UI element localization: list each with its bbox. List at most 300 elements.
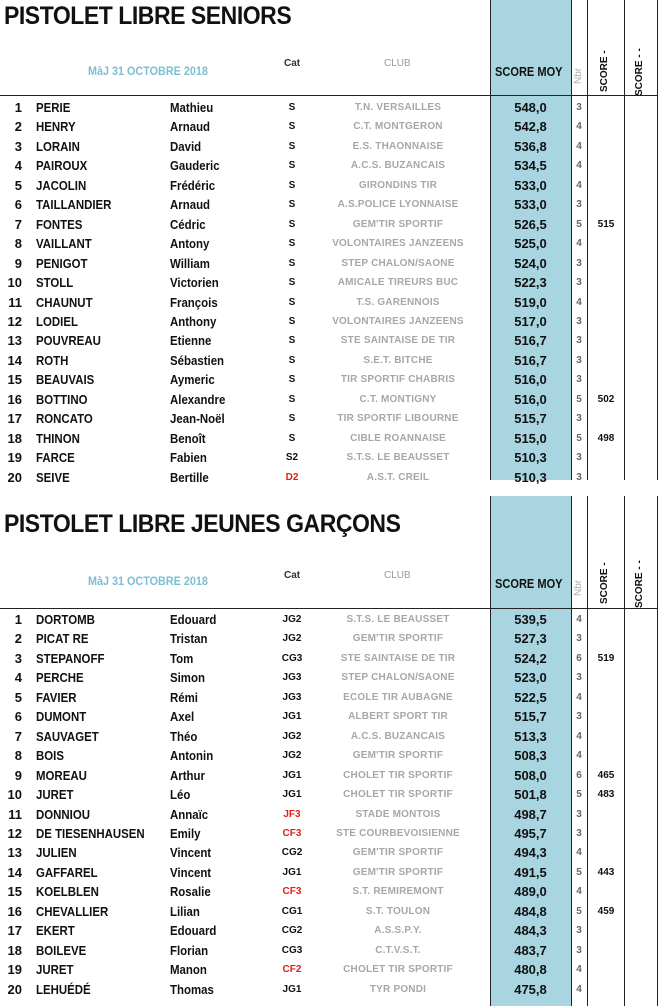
first-name-cell: Tristan bbox=[170, 631, 208, 647]
count-cell: 4 bbox=[576, 614, 582, 625]
rank-cell: 16 bbox=[7, 391, 22, 407]
average-score-cell: 489,0 bbox=[514, 884, 547, 900]
club-cell: GIRONDINS TIR bbox=[358, 179, 438, 191]
table-row bbox=[0, 254, 660, 273]
category-cell: S bbox=[288, 315, 296, 327]
club-cell: C.T.V.S.T. bbox=[375, 944, 421, 956]
count-cell: 5 bbox=[576, 432, 582, 444]
rank-cell: 7 bbox=[14, 728, 22, 744]
club-cell: S.T.S. LE BEAUSSET bbox=[346, 614, 450, 625]
club-cell: TIR SPORTIF LIBOURNE bbox=[337, 413, 459, 425]
count-cell: 3 bbox=[576, 257, 582, 269]
club-cell: S.T. TOULON bbox=[365, 905, 431, 917]
club-cell: S.T.S. LE BEAUSSET bbox=[346, 452, 450, 464]
first-name-cell: Fabien bbox=[170, 450, 207, 466]
average-score-cell: 515,7 bbox=[514, 709, 547, 725]
header-divider bbox=[0, 608, 658, 609]
table-row bbox=[0, 960, 660, 979]
rank-cell: 20 bbox=[7, 469, 22, 485]
last-name-cell: BOILEVE bbox=[36, 942, 87, 958]
category-cell: S2 bbox=[285, 452, 299, 464]
club-cell: C.T. MONTGERON bbox=[353, 121, 443, 133]
header-score-1: SCORE - bbox=[599, 50, 610, 92]
average-score-cell: 475,8 bbox=[514, 981, 547, 997]
last-name-cell: PICAT RE bbox=[36, 631, 89, 647]
first-name-cell: Théo bbox=[170, 728, 198, 744]
club-cell: GEM'TIR SPORTIF bbox=[352, 750, 444, 762]
first-name-cell: Alexandre bbox=[170, 391, 226, 407]
average-score-cell: 515,0 bbox=[514, 430, 547, 446]
rank-cell: 14 bbox=[7, 352, 22, 368]
category-cell: S bbox=[288, 179, 296, 191]
average-score-cell: 508,3 bbox=[514, 748, 547, 764]
first-name-cell: Victorien bbox=[170, 275, 219, 291]
average-score-cell: 527,3 bbox=[514, 631, 547, 647]
category-cell: CG2 bbox=[281, 925, 303, 937]
count-cell: 4 bbox=[576, 886, 582, 898]
average-score-cell: 542,8 bbox=[514, 119, 547, 135]
last-name-cell: FAVIER bbox=[36, 689, 77, 705]
average-score-cell: 495,7 bbox=[514, 825, 547, 841]
category-cell: CG3 bbox=[281, 652, 303, 664]
count-cell: 3 bbox=[576, 925, 582, 937]
header-club: CLUB bbox=[384, 570, 411, 581]
header-divider bbox=[0, 95, 658, 96]
club-cell: C.T. MONTIGNY bbox=[359, 393, 437, 405]
average-score-cell: 522,3 bbox=[514, 275, 547, 291]
jeunes-section bbox=[0, 496, 660, 1006]
first-name-cell: Lilian bbox=[170, 903, 200, 919]
count-cell: 4 bbox=[576, 964, 582, 976]
last-name-cell: HENRY bbox=[36, 119, 76, 135]
category-cell: JG3 bbox=[282, 691, 302, 703]
update-date: MàJ 31 OCTOBRE 2018 bbox=[88, 574, 208, 588]
last-name-cell: SEIVE bbox=[36, 469, 70, 485]
table-row bbox=[0, 448, 660, 467]
club-cell: GEM'TIR SPORTIF bbox=[352, 866, 444, 878]
last-name-cell: PENIGOT bbox=[36, 255, 88, 271]
table-row bbox=[0, 785, 660, 804]
last-name-cell: MOREAU bbox=[36, 767, 87, 783]
section-title: PISTOLET LIBRE JEUNES GARÇONS bbox=[4, 510, 401, 538]
table-row bbox=[0, 688, 660, 707]
first-name-cell: Vincent bbox=[170, 864, 212, 880]
rank-cell: 3 bbox=[14, 650, 22, 666]
last-name-cell: PERIE bbox=[36, 100, 71, 115]
category-cell: JG2 bbox=[282, 730, 302, 742]
rank-cell: 10 bbox=[7, 787, 22, 803]
last-name-cell: GAFFAREL bbox=[36, 864, 98, 880]
last-name-cell: LORAIN bbox=[36, 138, 80, 154]
rank-cell: 12 bbox=[7, 313, 22, 329]
first-name-cell: Jean-Noël bbox=[170, 411, 225, 427]
last-name-cell: EKERT bbox=[36, 923, 75, 939]
first-name-cell: Emily bbox=[170, 825, 201, 841]
category-cell: JG2 bbox=[282, 614, 302, 625]
table-row bbox=[0, 176, 660, 195]
table-row bbox=[0, 331, 660, 350]
club-cell: STEP CHALON/SAONE bbox=[341, 672, 455, 684]
rank-cell: 11 bbox=[8, 294, 22, 310]
club-cell: ALBERT SPORT TIR bbox=[348, 711, 448, 723]
score-1-cell: 483 bbox=[597, 789, 615, 801]
category-cell: S bbox=[288, 238, 296, 250]
club-cell: STEP CHALON/SAONE bbox=[341, 257, 455, 269]
category-cell: JG1 bbox=[282, 866, 302, 878]
category-cell: JF3 bbox=[283, 808, 301, 820]
average-score-cell: 533,0 bbox=[514, 177, 547, 193]
count-cell: 5 bbox=[576, 393, 582, 405]
category-cell: S bbox=[288, 432, 296, 444]
last-name-cell: FONTES bbox=[36, 216, 83, 232]
first-name-cell: Cédric bbox=[170, 216, 206, 232]
count-cell: 4 bbox=[576, 847, 582, 859]
last-name-cell: DUMONT bbox=[36, 709, 87, 725]
score-1-cell: 515 bbox=[597, 218, 615, 230]
count-cell: 3 bbox=[576, 335, 582, 347]
club-cell: A.C.S. BUZANCAIS bbox=[350, 160, 446, 172]
last-name-cell: BOTTINO bbox=[36, 391, 88, 407]
club-cell: CHOLET TIR SPORTIF bbox=[343, 769, 453, 781]
count-cell: 4 bbox=[576, 730, 582, 742]
table-row bbox=[0, 843, 660, 862]
category-cell: S bbox=[288, 199, 296, 211]
table-row bbox=[0, 390, 660, 409]
table-row bbox=[0, 195, 660, 214]
count-cell: 6 bbox=[576, 769, 582, 781]
rank-cell: 17 bbox=[7, 923, 22, 939]
rank-cell: 1 bbox=[14, 100, 22, 115]
category-cell: JG3 bbox=[282, 672, 302, 684]
club-cell: GEM'TIR SPORTIF bbox=[352, 633, 444, 645]
last-name-cell: ROTH bbox=[36, 352, 69, 368]
table-row bbox=[0, 902, 660, 921]
rank-cell: 8 bbox=[14, 748, 22, 764]
rank-cell: 13 bbox=[7, 845, 22, 861]
average-score-cell: 524,2 bbox=[514, 650, 547, 666]
rank-cell: 4 bbox=[14, 670, 22, 686]
first-name-cell: Sébastien bbox=[170, 352, 225, 368]
table-row bbox=[0, 610, 660, 629]
rank-cell: 9 bbox=[14, 255, 22, 271]
table-row bbox=[0, 766, 660, 785]
rank-cell: 13 bbox=[7, 333, 22, 349]
club-cell: S.E.T. BITCHE bbox=[363, 354, 433, 366]
last-name-cell: RONCATO bbox=[36, 411, 93, 427]
club-cell: CIBLE ROANNAISE bbox=[350, 432, 446, 444]
average-score-cell: 548,0 bbox=[514, 100, 547, 115]
average-score-cell: 526,5 bbox=[514, 216, 547, 232]
rank-cell: 2 bbox=[14, 631, 22, 647]
last-name-cell: THINON bbox=[36, 430, 80, 446]
first-name-cell: Florian bbox=[170, 942, 209, 958]
club-cell: VOLONTAIRES JANZEENS bbox=[332, 238, 464, 250]
club-cell: STE COURBEVOISIENNE bbox=[336, 827, 460, 839]
first-name-cell: Antony bbox=[170, 236, 210, 252]
category-cell: JG2 bbox=[282, 750, 302, 762]
count-cell: 4 bbox=[576, 296, 582, 308]
last-name-cell: CHEVALLIER bbox=[36, 903, 109, 919]
last-name-cell: KOELBLEN bbox=[36, 884, 99, 900]
first-name-cell: Benoît bbox=[170, 430, 206, 446]
rank-cell: 19 bbox=[7, 450, 22, 466]
club-cell: STE SAINTAISE DE TIR bbox=[340, 652, 456, 664]
rank-cell: 7 bbox=[14, 216, 22, 232]
first-name-cell: Edouard bbox=[170, 923, 217, 939]
header-score-moy: SCORE MOY bbox=[495, 576, 563, 591]
category-cell: CF2 bbox=[282, 964, 302, 976]
rank-cell: 3 bbox=[14, 138, 22, 154]
first-name-cell: Etienne bbox=[170, 333, 212, 349]
rank-cell: 11 bbox=[8, 806, 22, 822]
last-name-cell: JURET bbox=[36, 962, 74, 978]
score-1-cell: 443 bbox=[597, 866, 615, 878]
club-cell: TYR PONDI bbox=[369, 983, 427, 995]
club-cell: A.S.S.P.Y. bbox=[374, 925, 422, 937]
score-1-cell: 498 bbox=[597, 432, 615, 444]
rank-cell: 2 bbox=[14, 119, 22, 135]
club-cell: E.S. THAONNAISE bbox=[352, 140, 444, 152]
header-score-2: SCORE - - bbox=[634, 560, 645, 608]
average-score-cell: 534,5 bbox=[514, 158, 547, 174]
count-cell: 3 bbox=[576, 672, 582, 684]
table-row bbox=[0, 370, 660, 389]
table-row bbox=[0, 707, 660, 726]
category-cell: S bbox=[288, 354, 296, 366]
average-score-cell: 516,0 bbox=[514, 391, 547, 407]
rank-cell: 10 bbox=[7, 275, 22, 291]
first-name-cell: Arthur bbox=[170, 767, 205, 783]
table-row bbox=[0, 156, 660, 175]
table-row bbox=[0, 117, 660, 136]
first-name-cell: Rémi bbox=[170, 689, 198, 705]
average-score-cell: 515,7 bbox=[514, 411, 547, 427]
club-cell: T.S. GARENNOIS bbox=[356, 296, 440, 308]
count-cell: 4 bbox=[576, 691, 582, 703]
first-name-cell: Aymeric bbox=[170, 372, 215, 388]
count-cell: 3 bbox=[576, 199, 582, 211]
average-score-cell: 516,7 bbox=[514, 352, 547, 368]
category-cell: S bbox=[288, 257, 296, 269]
rank-cell: 18 bbox=[7, 430, 22, 446]
first-name-cell: Edouard bbox=[170, 612, 217, 627]
count-cell: 4 bbox=[576, 750, 582, 762]
last-name-cell: LODIEL bbox=[36, 313, 78, 329]
average-score-cell: 523,0 bbox=[514, 670, 547, 686]
table-row bbox=[0, 429, 660, 448]
rank-cell: 17 bbox=[7, 411, 22, 427]
table-row bbox=[0, 629, 660, 648]
rank-cell: 20 bbox=[7, 981, 22, 997]
rank-cell: 19 bbox=[7, 962, 22, 978]
last-name-cell: DORTOMB bbox=[36, 612, 95, 627]
average-score-cell: 525,0 bbox=[514, 236, 547, 252]
last-name-cell: JACOLIN bbox=[36, 177, 87, 193]
table-row bbox=[0, 293, 660, 312]
count-cell: 3 bbox=[576, 711, 582, 723]
rank-cell: 15 bbox=[7, 884, 22, 900]
rank-cell: 15 bbox=[7, 372, 22, 388]
last-name-cell: VAILLANT bbox=[36, 236, 92, 252]
category-cell: JG1 bbox=[282, 789, 302, 801]
category-cell: CG1 bbox=[281, 905, 303, 917]
count-cell: 4 bbox=[576, 238, 582, 250]
count-cell: 4 bbox=[576, 983, 582, 995]
header-score-moy: SCORE MOY bbox=[495, 64, 563, 79]
average-score-cell: 517,0 bbox=[514, 313, 547, 329]
count-cell: 3 bbox=[576, 452, 582, 464]
average-score-cell: 480,8 bbox=[514, 962, 547, 978]
last-name-cell: STEPANOFF bbox=[36, 650, 105, 666]
last-name-cell: BEAUVAIS bbox=[36, 372, 95, 388]
count-cell: 4 bbox=[576, 179, 582, 191]
rank-cell: 12 bbox=[7, 825, 22, 841]
first-name-cell: Vincent bbox=[170, 845, 212, 861]
category-cell: CF3 bbox=[282, 886, 302, 898]
club-cell: S.T. REMIREMONT bbox=[352, 886, 444, 898]
score-1-cell: 459 bbox=[597, 905, 615, 917]
average-score-cell: 494,3 bbox=[514, 845, 547, 861]
rank-cell: 18 bbox=[7, 942, 22, 958]
rank-cell: 5 bbox=[14, 689, 22, 705]
category-cell: S bbox=[288, 277, 296, 289]
table-row bbox=[0, 727, 660, 746]
count-cell: 3 bbox=[576, 471, 582, 483]
category-cell: JG1 bbox=[282, 983, 302, 995]
table-row bbox=[0, 805, 660, 824]
header-cat: Cat bbox=[284, 570, 301, 581]
table-row bbox=[0, 941, 660, 960]
average-score-cell: 539,5 bbox=[514, 612, 547, 627]
average-score-cell: 522,5 bbox=[514, 689, 547, 705]
last-name-cell: LEHUÉDÉ bbox=[36, 981, 91, 997]
count-cell: 4 bbox=[576, 121, 582, 133]
table-row bbox=[0, 882, 660, 901]
club-cell: GEM'TIR SPORTIF bbox=[352, 218, 444, 230]
rank-cell: 8 bbox=[14, 236, 22, 252]
rank-cell: 9 bbox=[14, 767, 22, 783]
last-name-cell: POUVREAU bbox=[36, 333, 101, 349]
average-score-cell: 491,5 bbox=[514, 864, 547, 880]
category-cell: S bbox=[288, 374, 296, 386]
count-cell: 5 bbox=[576, 789, 582, 801]
count-cell: 3 bbox=[576, 315, 582, 327]
first-name-cell: Antonin bbox=[170, 748, 214, 764]
count-cell: 5 bbox=[576, 218, 582, 230]
header-score-1: SCORE - bbox=[599, 562, 610, 604]
average-score-cell: 484,8 bbox=[514, 903, 547, 919]
table-row bbox=[0, 980, 660, 999]
table-row bbox=[0, 468, 660, 487]
first-name-cell: Axel bbox=[170, 709, 195, 725]
last-name-cell: JULIEN bbox=[36, 845, 77, 861]
table-row bbox=[0, 668, 660, 687]
category-cell: S bbox=[288, 335, 296, 347]
table-row bbox=[0, 98, 660, 117]
category-cell: CG3 bbox=[281, 944, 303, 956]
table-row bbox=[0, 351, 660, 370]
rank-cell: 5 bbox=[14, 177, 22, 193]
first-name-cell: François bbox=[170, 294, 218, 310]
update-date: MàJ 31 OCTOBRE 2018 bbox=[88, 64, 208, 78]
last-name-cell: BOIS bbox=[36, 748, 64, 764]
average-score-cell: 516,0 bbox=[514, 372, 547, 388]
club-cell: A.S.POLICE LYONNAISE bbox=[337, 199, 459, 211]
header-club: CLUB bbox=[384, 58, 411, 69]
first-name-cell: Arnaud bbox=[170, 119, 211, 135]
header-nbr: Nbr bbox=[573, 579, 584, 596]
first-name-cell: Manon bbox=[170, 962, 207, 978]
first-name-cell: Gauderic bbox=[170, 158, 220, 174]
club-cell: CHOLET TIR SPORTIF bbox=[343, 964, 453, 976]
average-score-cell: 501,8 bbox=[514, 787, 547, 803]
table-row bbox=[0, 273, 660, 292]
count-cell: 4 bbox=[576, 140, 582, 152]
category-cell: S bbox=[288, 121, 296, 133]
table-row bbox=[0, 215, 660, 234]
rank-cell: 4 bbox=[14, 158, 22, 174]
average-score-cell: 484,3 bbox=[514, 923, 547, 939]
category-cell: S bbox=[288, 218, 296, 230]
first-name-cell: Léo bbox=[170, 787, 191, 803]
club-cell: A.C.S. BUZANCAIS bbox=[350, 730, 446, 742]
table-row bbox=[0, 824, 660, 843]
club-cell: T.N. VERSAILLES bbox=[354, 102, 442, 113]
rank-cell: 14 bbox=[7, 864, 22, 880]
count-cell: 6 bbox=[576, 652, 582, 664]
table-row bbox=[0, 234, 660, 253]
last-name-cell: JURET bbox=[36, 787, 74, 803]
table-row bbox=[0, 137, 660, 156]
rank-cell: 6 bbox=[14, 709, 22, 725]
category-cell: CG2 bbox=[281, 847, 303, 859]
first-name-cell: David bbox=[170, 138, 202, 154]
club-cell: CHOLET TIR SPORTIF bbox=[343, 789, 453, 801]
first-name-cell: Mathieu bbox=[170, 100, 214, 115]
count-cell: 3 bbox=[576, 277, 582, 289]
table-row bbox=[0, 746, 660, 765]
average-score-cell: 524,0 bbox=[514, 255, 547, 271]
first-name-cell: Simon bbox=[170, 670, 205, 686]
first-name-cell: Frédéric bbox=[170, 177, 216, 193]
score-1-cell: 519 bbox=[597, 652, 615, 664]
category-cell: D2 bbox=[285, 471, 299, 483]
rank-cell: 6 bbox=[14, 197, 22, 213]
average-score-cell: 498,7 bbox=[514, 806, 547, 822]
count-cell: 3 bbox=[576, 374, 582, 386]
table-row bbox=[0, 863, 660, 882]
table-row bbox=[0, 921, 660, 940]
first-name-cell: Bertille bbox=[170, 469, 209, 485]
category-cell: S bbox=[288, 160, 296, 172]
average-score-cell: 516,7 bbox=[514, 333, 547, 349]
category-cell: JG2 bbox=[282, 633, 302, 645]
last-name-cell: FARCE bbox=[36, 450, 75, 466]
first-name-cell: Rosalie bbox=[170, 884, 211, 900]
first-name-cell: Anthony bbox=[170, 313, 217, 329]
header-cat: Cat bbox=[284, 58, 301, 69]
club-cell: AMICALE TIREURS BUC bbox=[337, 277, 459, 289]
last-name-cell: DONNIOU bbox=[36, 806, 91, 822]
rank-cell: 16 bbox=[7, 903, 22, 919]
last-name-cell: TAILLANDIER bbox=[36, 197, 112, 213]
section-title: PISTOLET LIBRE SENIORS bbox=[4, 2, 292, 30]
category-cell: S bbox=[288, 296, 296, 308]
club-cell: GEM'TIR SPORTIF bbox=[352, 847, 444, 859]
count-cell: 3 bbox=[576, 944, 582, 956]
category-cell: S bbox=[288, 102, 296, 113]
score-1-cell: 502 bbox=[597, 393, 615, 405]
